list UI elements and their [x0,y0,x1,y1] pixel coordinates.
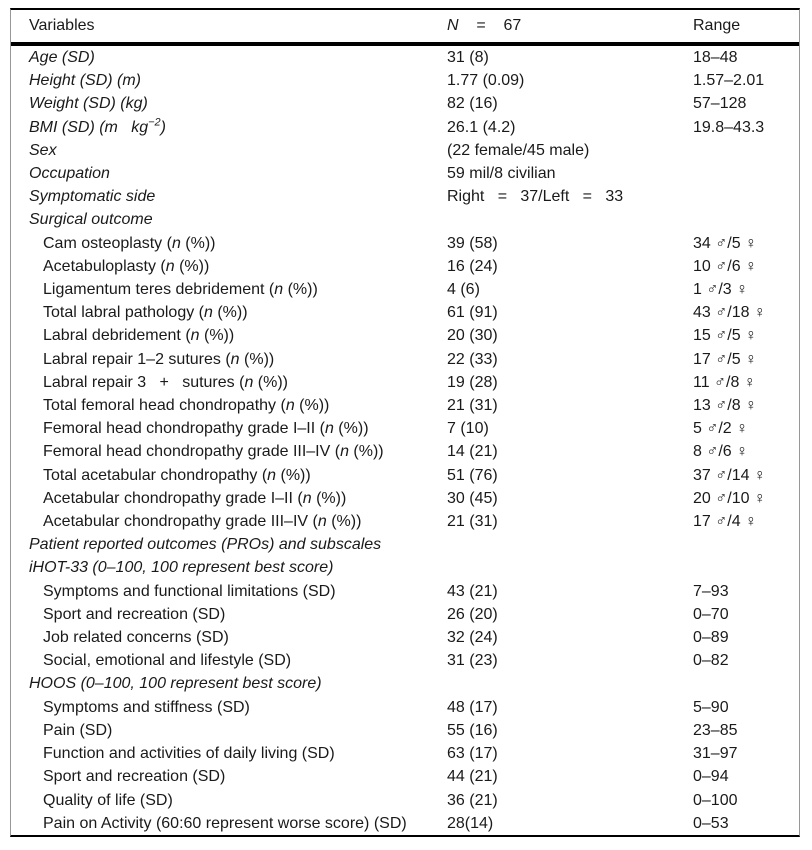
variable-cell: Sport and recreation (SD) [43,605,226,623]
value-cell: 22 (33) [447,350,498,368]
table-row [11,580,799,603]
table-row [11,69,799,92]
table-row [11,464,799,487]
variable-cell: BMI (SD) (m $kg^{-2}$) [29,116,166,136]
value-cell: 82 (16) [447,95,498,113]
value-cell: 51 (76) [447,466,498,484]
range-cell: 0–53 [693,814,729,832]
table-row [11,742,799,765]
variable-cell: Total acetabular chondropathy (n (%)) [43,466,311,484]
variable-cell: Acetabular chondropathy grade I–II (n (%)) [43,489,347,507]
table-row [11,139,799,162]
variable-cell: iHOT-33 (0–100, 100 represent best score) [29,559,334,577]
variable-cell: Pain (SD) [43,721,113,739]
value-cell: 7 (10) [447,420,489,438]
range-cell: 0–94 [693,768,729,786]
variable-cell: Symptomatic side [29,188,156,206]
variable-cell: Occupation [29,165,110,183]
variable-cell: Symptoms and stiffness (SD) [43,698,250,716]
value-cell: 1.77 (0.09) [447,72,525,90]
variable-cell: Femoral head chondropathy grade III–IV (n (%)) [43,443,384,461]
range-cell: 43 ♂/18 ♀ [693,304,766,322]
range-cell: 1 ♂/3 ♀ [693,281,749,299]
table-row [11,649,799,672]
value-cell [447,533,693,556]
table-row [11,324,799,347]
value-cell [447,556,693,579]
range-cell: 34 ♂/5 ♀ [693,234,758,252]
table-row [11,44,799,69]
table-row [11,162,799,185]
variable-cell: Femoral head chondropathy grade I–II (n (%)) [43,420,369,438]
table-row [11,348,799,371]
table-row [11,603,799,626]
table-row [11,255,799,278]
variable-cell: Patient reported outcomes (PROs) and subscales [29,536,382,554]
variable-cell: Job related concerns (SD) [43,629,229,647]
variable-cell: Labral repair 1–2 sutures (n (%)) [43,350,275,368]
variable-cell: Surgical outcome [29,211,153,229]
range-cell: 10 ♂/6 ♀ [693,257,758,275]
value-cell: 31 (8) [447,49,489,66]
value-cell: 21 (31) [447,513,498,531]
range-cell: 15 ♂/5 ♀ [693,327,758,345]
variable-cell: Height (SD) (m) [29,72,142,90]
range-cell: 17 ♂/5 ♀ [693,350,758,368]
value-cell: 21 (31) [447,397,498,415]
table-row [11,185,799,208]
table-row [11,116,799,139]
range-cell [693,208,799,231]
range-cell: 7–93 [693,582,729,600]
value-cell: 44 (21) [447,768,498,786]
variable-cell: Cam osteoplasty (n (%)) [43,234,216,252]
column-header-variables: Variables [11,10,447,44]
table-row [11,696,799,719]
value-cell: 63 (17) [447,745,498,763]
value-cell: 36 (21) [447,791,498,809]
column-header-n: N = 67 [447,10,693,44]
variable-cell: Age (SD) [29,49,95,66]
table-row [11,208,799,231]
table-row [11,510,799,533]
variable-cell: Total femoral head chondropathy (n (%)) [43,397,330,415]
variable-cell: Ligamentum teres debridement (n (%)) [43,281,318,299]
value-cell: 16 (24) [447,257,498,275]
table-row [11,765,799,788]
table-row [11,371,799,394]
table-row [11,92,799,115]
value-cell: 55 (16) [447,721,498,739]
variable-cell: Total labral pathology (n (%)) [43,304,248,322]
value-cell: 39 (58) [447,234,498,252]
variable-cell: Acetabuloplasty (n (%)) [43,257,210,275]
table-row [11,626,799,649]
value-cell: 30 (45) [447,489,498,507]
value-cell: 28(14) [447,814,494,832]
value-cell: 61 (91) [447,304,498,322]
table-row [11,232,799,255]
value-cell [447,208,693,231]
range-cell: 0–100 [693,791,738,809]
study-demographics-table [10,8,800,837]
value-cell: 59 mil/8 civilian [447,165,556,183]
variable-cell: Labral debridement (n (%)) [43,327,235,345]
table-row [11,301,799,324]
table-body [11,44,799,835]
range-cell: 37 ♂/14 ♀ [693,466,766,484]
variable-cell: Quality of life (SD) [43,791,173,809]
range-cell: 5–90 [693,698,729,716]
range-cell: 1.57–2.01 [693,72,765,90]
table-row [11,417,799,440]
value-cell: 31 (23) [447,652,498,670]
variables-table [11,10,799,835]
table-row [11,719,799,742]
table-row [11,672,799,695]
range-cell: 0–89 [693,629,729,647]
range-cell: 19.8–43.3 [693,118,765,136]
range-cell [693,162,799,185]
range-cell: 17 ♂/4 ♀ [693,513,758,531]
value-cell [447,672,693,695]
value-cell: 43 (21) [447,582,498,600]
range-cell: 11 ♂/8 ♀ [693,373,756,391]
variable-cell: Sex [29,141,57,159]
table-row [11,556,799,579]
table-row [11,789,799,812]
variable-cell: Symptoms and functional limitations (SD) [43,582,336,600]
value-cell: 48 (17) [447,698,498,716]
value-cell: Right = 37/Left = 33 [447,188,624,206]
value-cell: 26 (20) [447,605,498,623]
variable-cell: Pain on Activity (60:60 represent worse score) (SD) [43,814,407,832]
value-cell: 14 (21) [447,443,498,461]
table-row [11,812,799,835]
range-cell: 0–70 [693,605,729,623]
variable-cell: Weight (SD) (kg) [29,95,148,113]
table-row [11,440,799,463]
variable-cell: Labral repair 3 + sutures (n (%)) [43,373,288,391]
value-cell: (22 female/45 male) [447,141,590,159]
variable-cell: Acetabular chondropathy grade III–IV (n (%)) [43,513,362,531]
variable-cell: Social, emotional and lifestyle (SD) [43,652,292,670]
range-cell [693,672,799,695]
table-row [11,533,799,556]
range-cell: 8 ♂/6 ♀ [693,443,749,461]
range-cell: 5 ♂/2 ♀ [693,420,749,438]
range-cell: 23–85 [693,721,738,739]
range-cell [693,185,799,208]
range-cell [693,139,799,162]
range-cell: 0–82 [693,652,729,670]
value-cell: 32 (24) [447,629,498,647]
variable-cell: Function and activities of daily living (SD) [43,745,335,763]
value-cell: 26.1 (4.2) [447,118,516,136]
value-cell: 20 (30) [447,327,498,345]
range-cell: 18–48 [693,49,738,66]
value-cell: 19 (28) [447,373,498,391]
range-cell: 20 ♂/10 ♀ [693,489,766,507]
table-row [11,487,799,510]
range-cell: 13 ♂/8 ♀ [693,397,758,415]
column-header-range: Range [693,10,799,44]
variable-cell: HOOS (0–100, 100 represent best score) [29,675,322,693]
value-cell: 4 (6) [447,281,480,299]
range-cell: 57–128 [693,95,747,113]
table-row [11,278,799,301]
range-cell [693,533,799,556]
range-cell: 31–97 [693,745,738,763]
header-row [11,10,799,44]
table-row [11,394,799,417]
range-cell [693,556,799,579]
variable-cell: Sport and recreation (SD) [43,768,226,786]
